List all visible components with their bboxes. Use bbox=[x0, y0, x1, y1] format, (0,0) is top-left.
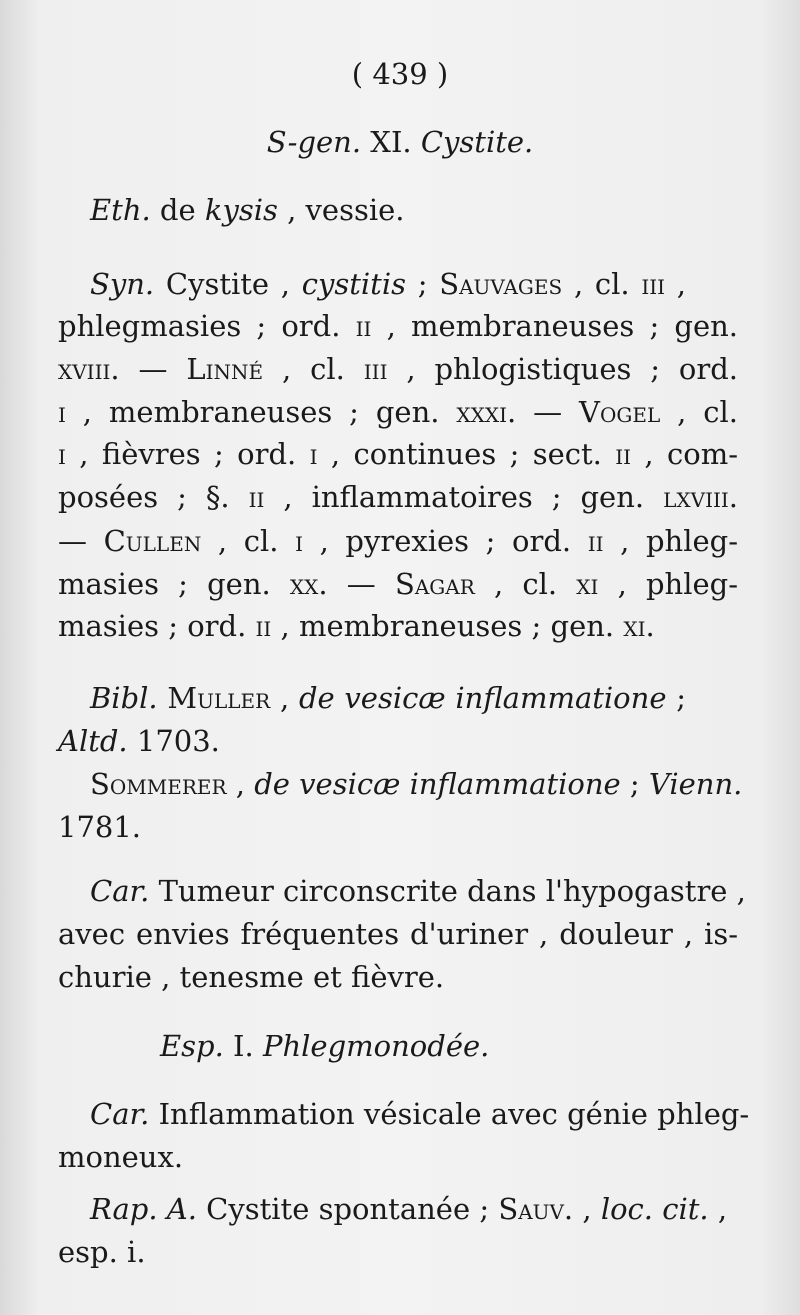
text-run: xi bbox=[623, 609, 646, 643]
text-run: Muller bbox=[167, 681, 271, 715]
text-run: avec envies fréquentes d'uriner , douleur , is- bbox=[58, 917, 738, 951]
syn-text bbox=[58, 524, 738, 558]
car2-label: Car. bbox=[90, 1097, 150, 1131]
text-run: de vesicæ inflammatione bbox=[254, 767, 621, 801]
syn-line-4 bbox=[58, 437, 738, 471]
syn-line-8 bbox=[58, 609, 738, 643]
bibl-text bbox=[58, 724, 220, 758]
syn-line-6 bbox=[58, 524, 739, 558]
heading-number: XI. bbox=[361, 125, 421, 159]
text-run: , cl. bbox=[660, 395, 738, 429]
text-run: xi bbox=[576, 567, 599, 601]
text-run: xxxi bbox=[456, 395, 507, 429]
text-run: xx bbox=[289, 567, 319, 601]
syn-line-1 bbox=[58, 309, 739, 343]
eth-text: de bbox=[150, 193, 205, 227]
text-run: masies ; ord. bbox=[58, 609, 256, 643]
text-run: Cystite , bbox=[154, 267, 302, 301]
syn-text bbox=[58, 352, 738, 386]
text-run: . — bbox=[507, 395, 580, 429]
text-run: , cl. bbox=[474, 567, 577, 601]
text-run: , cl. bbox=[263, 352, 364, 386]
text-run: ii bbox=[615, 437, 632, 471]
car-line-1 bbox=[58, 917, 738, 951]
text-run bbox=[158, 681, 168, 715]
text-run: churie , tenesme et fièvre. bbox=[58, 960, 445, 994]
text-run: . — bbox=[318, 567, 395, 601]
text-run: . bbox=[645, 609, 655, 643]
rap-label: Rap. A. bbox=[90, 1192, 197, 1226]
rap-line-1 bbox=[58, 1235, 738, 1269]
eth-word: kysis bbox=[204, 193, 278, 227]
text-run: , continues ; sect. bbox=[317, 437, 616, 471]
text-run: Linné bbox=[186, 352, 264, 386]
bibl-line-1 bbox=[58, 724, 738, 758]
bibl-text bbox=[58, 810, 141, 844]
syn-label: Syn. bbox=[90, 267, 155, 301]
heading-title: Cystite. bbox=[420, 125, 534, 159]
text-run: ii bbox=[248, 480, 265, 514]
text-run: , inflammatoires ; gen. bbox=[264, 480, 664, 514]
syn-text bbox=[58, 309, 738, 343]
text-run: iii bbox=[363, 352, 388, 386]
text-run: , bbox=[708, 1192, 728, 1226]
syn-text bbox=[58, 395, 738, 429]
syn-line-5 bbox=[58, 480, 738, 514]
text-run: phlegmasies ; ord. bbox=[58, 309, 356, 343]
syn-line-0 bbox=[90, 267, 687, 301]
syn-line-7 bbox=[58, 567, 738, 601]
car-line-0 bbox=[90, 874, 746, 908]
text-run: , phleg- bbox=[603, 524, 739, 558]
text-run: i bbox=[58, 437, 66, 471]
text-run: , cl. bbox=[562, 267, 642, 301]
car-line-2 bbox=[58, 960, 738, 994]
text-run: esp. i. bbox=[58, 1235, 146, 1269]
text-run: i bbox=[58, 395, 66, 429]
text-run: , bbox=[270, 681, 299, 715]
esp-number: I. bbox=[223, 1029, 263, 1063]
text-run: , bbox=[226, 767, 255, 801]
text-run: 1781. bbox=[58, 810, 142, 844]
syn-line-3 bbox=[58, 395, 738, 429]
bibl-text bbox=[158, 681, 686, 715]
text-run: masies ; gen. bbox=[58, 567, 290, 601]
text-run: Sauvages bbox=[439, 267, 563, 301]
etymology-line bbox=[90, 193, 770, 227]
car-label: Car. bbox=[90, 874, 150, 908]
esp-label: Esp. bbox=[160, 1029, 224, 1063]
car2-text bbox=[58, 1140, 183, 1174]
text-run: xviii bbox=[58, 352, 111, 386]
rap-text bbox=[58, 1235, 146, 1269]
text-run: ii bbox=[355, 309, 372, 343]
text-run: loc. cit. bbox=[600, 1192, 709, 1226]
syn-text bbox=[58, 609, 655, 643]
text-run: ii bbox=[255, 609, 272, 643]
syn-text bbox=[58, 480, 738, 514]
car-text bbox=[149, 874, 746, 908]
text-run: Altd. bbox=[58, 724, 128, 758]
text-run: . bbox=[728, 480, 738, 514]
text-run: , pyrexies ; ord. bbox=[302, 524, 588, 558]
text-run: Cystite spontanée ; bbox=[196, 1192, 499, 1226]
text-run: Cullen bbox=[103, 524, 202, 558]
text-run: ; bbox=[620, 767, 649, 801]
text-run: — bbox=[58, 524, 104, 558]
text-run: ; bbox=[406, 267, 440, 301]
car-text bbox=[58, 917, 738, 951]
text-run: Sauv. bbox=[498, 1192, 574, 1226]
text-run: , membraneuses ; gen. bbox=[65, 395, 457, 429]
text-run: moneux. bbox=[58, 1140, 184, 1174]
syn-text bbox=[58, 567, 738, 601]
bibl-label: Bibl. bbox=[90, 681, 158, 715]
text-run: , com- bbox=[631, 437, 738, 471]
rap-text bbox=[197, 1192, 727, 1226]
text-run: . — bbox=[110, 352, 187, 386]
text-run: , bbox=[573, 1192, 601, 1226]
eth-rest: , vessie. bbox=[277, 193, 405, 227]
text-run: posées ; §. bbox=[58, 480, 249, 514]
eth-label: Eth. bbox=[90, 193, 151, 227]
car-text bbox=[58, 960, 444, 994]
car2-line-1 bbox=[58, 1140, 738, 1174]
text-run: , cl. bbox=[201, 524, 296, 558]
text-run: , fièvres ; ord. bbox=[65, 437, 310, 471]
page-number: ( 439 ) bbox=[351, 57, 449, 91]
section-heading bbox=[0, 125, 800, 159]
syn-text bbox=[154, 267, 686, 301]
text-run: , phlogistiques ; ord. bbox=[387, 352, 739, 386]
bibl-line-3 bbox=[58, 810, 738, 844]
text-run: i bbox=[309, 437, 318, 471]
text-run: , membraneuses ; gen. bbox=[371, 309, 739, 343]
species-heading bbox=[160, 1029, 800, 1063]
text-run: , phleg- bbox=[598, 567, 738, 601]
text-run: Inflammation vésicale avec génie phleg- bbox=[149, 1097, 750, 1131]
text-run: ii bbox=[587, 524, 604, 558]
car2-line-0 bbox=[90, 1097, 750, 1131]
text-run: , membraneuses ; gen. bbox=[271, 609, 624, 643]
text-run: Sagar bbox=[394, 567, 475, 601]
rap-line-0 bbox=[90, 1192, 728, 1226]
bibl-line-2 bbox=[90, 767, 743, 801]
car2-text bbox=[149, 1097, 749, 1131]
text-run: cystitis bbox=[301, 267, 406, 301]
text-run: 1703. bbox=[127, 724, 220, 758]
text-run: ; bbox=[666, 681, 687, 715]
bibl-text bbox=[90, 767, 742, 801]
text-run: iii bbox=[641, 267, 666, 301]
text-run: Vienn. bbox=[648, 767, 743, 801]
syn-text bbox=[58, 437, 738, 471]
text-run: Vogel bbox=[579, 395, 661, 429]
bibl-line-0 bbox=[90, 681, 687, 715]
text-run: lxviii bbox=[663, 480, 729, 514]
text-run: i bbox=[295, 524, 303, 558]
text-run: Sommerer bbox=[90, 767, 227, 801]
text-run: Tumeur circonscrite dans l'hypogastre , bbox=[149, 874, 746, 908]
syn-line-2 bbox=[58, 352, 739, 386]
heading-sgen: S-gen. bbox=[266, 125, 362, 159]
text-run: de vesicæ inflammatione bbox=[298, 681, 667, 715]
text-run: , bbox=[665, 267, 687, 301]
esp-title: Phlegmonodée. bbox=[262, 1029, 490, 1063]
